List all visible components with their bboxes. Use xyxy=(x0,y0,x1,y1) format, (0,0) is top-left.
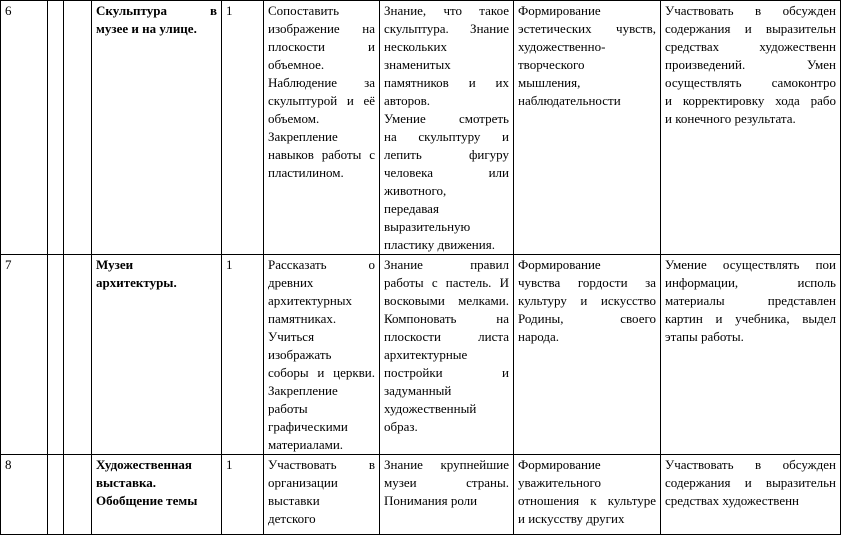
table-row xyxy=(1,455,841,535)
cell-line: Компоновать на xyxy=(384,311,509,326)
cell-line: плоскости листа xyxy=(384,329,509,344)
cell-line: наблюдательности xyxy=(518,93,621,108)
cell-line: навыков работы с xyxy=(268,147,375,162)
cell-line: и конечного результата. xyxy=(665,111,796,126)
cell-line: соборы и церкви. xyxy=(268,365,375,380)
cell-line: информации, исполь xyxy=(665,275,836,290)
cell-line: Умение смотреть xyxy=(384,111,509,126)
cell-line: скульптурой и её xyxy=(268,93,375,108)
cell-line: образ. xyxy=(384,419,418,434)
cell-line: средствах художественн xyxy=(665,493,799,508)
cell-line: архитектурные xyxy=(384,347,468,362)
cell-line: плоскости и xyxy=(268,39,375,54)
cell-line: древних xyxy=(268,275,314,290)
cell-line: материалы представлен xyxy=(665,293,836,308)
cell-line: чувства гордости за xyxy=(518,275,656,290)
table-row xyxy=(1,1,841,255)
activity-cell xyxy=(264,1,380,255)
empty-cell xyxy=(48,1,64,255)
cell-line: мышления, xyxy=(518,75,581,90)
cell-line: Обобщение темы xyxy=(96,493,198,508)
cell-line: Формирование xyxy=(518,3,601,18)
cell-line: Знание крупнейшие xyxy=(384,457,509,472)
cell-line: выставки xyxy=(268,493,320,508)
cell-line: графическими xyxy=(268,419,348,434)
cell-line: художественный xyxy=(384,401,477,416)
cell-line: человека или xyxy=(384,165,509,180)
activity-cell xyxy=(264,455,380,535)
cell-line: Участвовать в xyxy=(268,457,375,472)
personal-results-cell xyxy=(514,455,661,535)
cell-line: Родины, своего xyxy=(518,311,656,326)
table-row xyxy=(1,255,841,455)
hours-cell: 1 xyxy=(222,1,264,255)
hours-cell: 1 xyxy=(222,455,264,535)
cell-line: Закрепление xyxy=(268,383,338,398)
cell-line: выразительную xyxy=(384,219,471,234)
lesson-title-cell xyxy=(92,255,222,455)
lesson-number-cell: 8 xyxy=(1,455,48,535)
cell-line: пластилином. xyxy=(268,165,344,180)
cell-line: памятников и их xyxy=(384,75,509,90)
cell-line: детского xyxy=(268,511,316,526)
cell-line: объемное. xyxy=(268,57,325,72)
cell-line: Закрепление xyxy=(268,129,338,144)
cell-line: материалами. xyxy=(268,437,344,452)
table-body xyxy=(1,1,841,535)
cell-line: животного, xyxy=(384,183,447,198)
personal-results-cell xyxy=(514,255,661,455)
cell-line: эстетических чувств, xyxy=(518,21,656,36)
cell-line: знаменитых xyxy=(384,57,451,72)
lesson-title-cell xyxy=(92,455,222,535)
metasubject-results-cell xyxy=(661,1,841,255)
cell-line: Музеи xyxy=(96,257,134,272)
cell-line: Участвовать в обсужден xyxy=(665,3,836,18)
cell-line: Учиться xyxy=(268,329,315,344)
cell-line: лепить фигуру xyxy=(384,147,509,162)
cell-line: уважительного xyxy=(518,475,602,490)
empty-cell xyxy=(64,455,92,535)
cell-line: нескольких xyxy=(384,39,447,54)
knowledge-cell xyxy=(380,1,514,255)
cell-line: изображение на xyxy=(268,21,375,36)
empty-cell xyxy=(48,255,64,455)
cell-line: средствах художественн xyxy=(665,39,836,54)
cell-line: архитектурных xyxy=(268,293,353,308)
personal-results-cell xyxy=(514,1,661,255)
cell-line: Формирование xyxy=(518,257,601,272)
cell-line: народа. xyxy=(518,329,559,344)
cell-line: Знаниe правил xyxy=(384,257,509,272)
cell-line: объемом. xyxy=(268,111,320,126)
knowledge-cell xyxy=(380,455,514,535)
knowledge-cell xyxy=(380,255,514,455)
cell-line: Рассказать о xyxy=(268,257,375,272)
cell-line: содержания и выразительн xyxy=(665,475,836,490)
cell-line: выставка. xyxy=(96,475,157,490)
cell-line: и искусству других xyxy=(518,511,625,526)
cell-line: архитектуры. xyxy=(96,275,177,290)
cell-line: изображать xyxy=(268,347,332,362)
empty-cell xyxy=(64,1,92,255)
cell-line: работы с пастель. И xyxy=(384,275,509,290)
cell-line: авторов. xyxy=(384,93,430,108)
cell-line: Знание, что такое xyxy=(384,3,509,18)
cell-line: пластику движения. xyxy=(384,237,495,252)
cell-line: задуманный xyxy=(384,383,452,398)
cell-line: отношения к культуре xyxy=(518,493,656,508)
cell-line: творческого xyxy=(518,57,585,72)
cell-line: музее и на улице. xyxy=(96,21,197,36)
cell-line: постройки и xyxy=(384,365,509,380)
empty-cell xyxy=(64,255,92,455)
lesson-title-cell xyxy=(92,1,222,255)
cell-line: Художественная xyxy=(96,457,192,472)
cell-line: организации xyxy=(268,475,338,490)
cell-line: памятниках. xyxy=(268,311,337,326)
cell-line: Наблюдение за xyxy=(268,75,375,90)
cell-line: на скульптуру и xyxy=(384,129,509,144)
metasubject-results-cell xyxy=(661,255,841,455)
cell-line: Сопоставить xyxy=(268,3,340,18)
cell-line: культуру и искусство xyxy=(518,293,656,308)
metasubject-results-cell xyxy=(661,455,841,535)
cell-line: Формирование xyxy=(518,457,601,472)
cell-line: работы xyxy=(268,401,308,416)
cell-line: произведений. Умен xyxy=(665,57,836,72)
cell-line: Умение осуществлять пои xyxy=(665,257,836,272)
lesson-number-cell: 7 xyxy=(1,255,48,455)
cell-line: художественно- xyxy=(518,39,606,54)
lesson-number-cell: 6 xyxy=(1,1,48,255)
cell-line: картин и учебника, выдел xyxy=(665,311,836,326)
cell-line: скульптура. Знание xyxy=(384,21,509,36)
cell-line: осуществлять самоконтро xyxy=(665,75,836,90)
cell-line: Скульптура в xyxy=(96,3,217,18)
cell-line: Понимания роли xyxy=(384,493,478,508)
cell-line: и корректировку хода рабо xyxy=(665,93,836,108)
activity-cell xyxy=(264,255,380,455)
cell-line: этапы работы. xyxy=(665,329,744,344)
hours-cell: 1 xyxy=(222,255,264,455)
cell-line: содержания и выразительн xyxy=(665,21,836,36)
cell-line: Участвовать в обсужден xyxy=(665,457,836,472)
cell-line: музеи страны. xyxy=(384,475,509,490)
cell-line: восковыми мелками. xyxy=(384,293,509,308)
empty-cell xyxy=(48,455,64,535)
cell-line: передавая xyxy=(384,201,439,216)
